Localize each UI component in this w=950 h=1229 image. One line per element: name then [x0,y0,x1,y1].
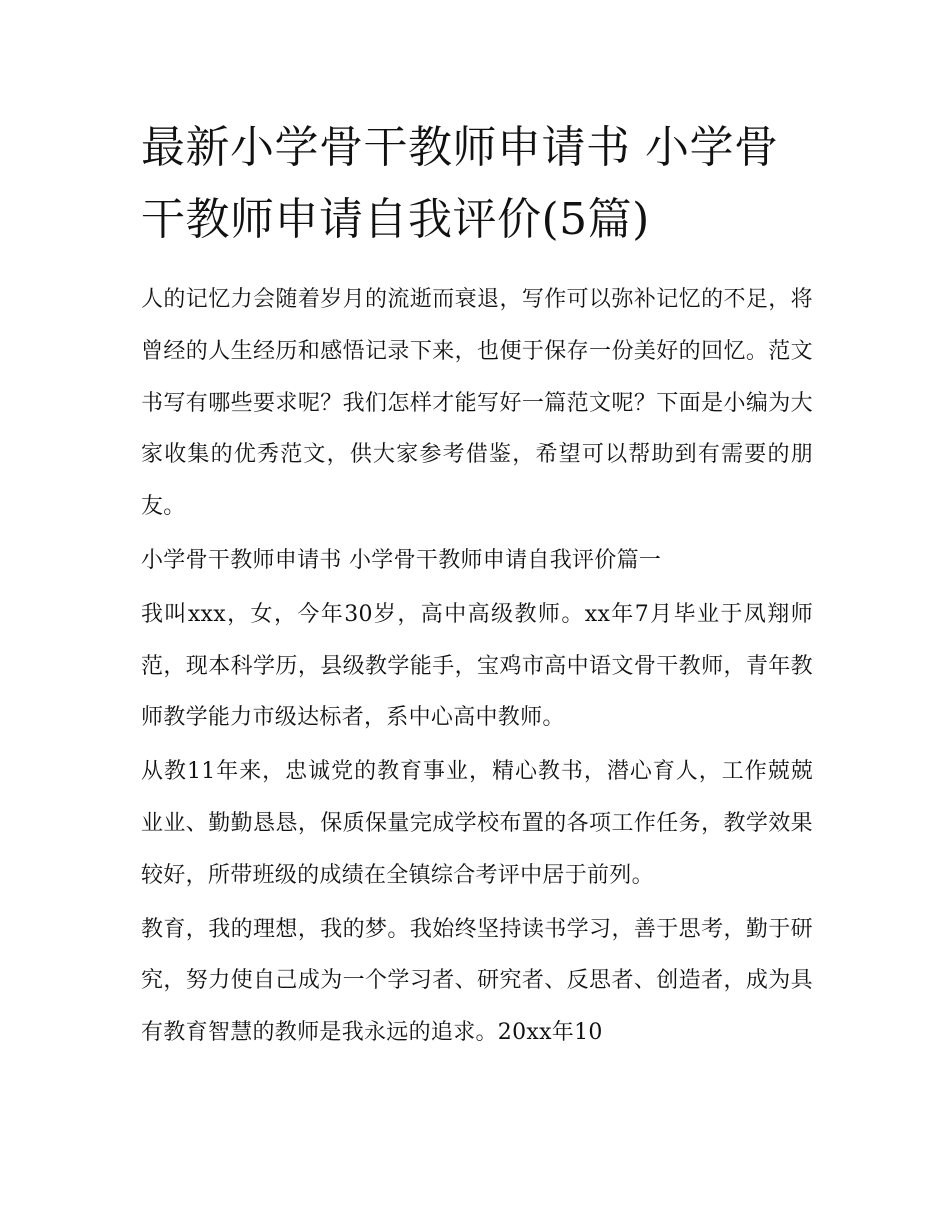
section-heading: 小学骨干教师申请书 小学骨干教师申请自我评价篇一 [141,547,662,573]
document-content [141,112,813,1061]
document-title: 最新小学骨干教师申请书 小学骨干教师申请自我评价(5篇) [141,122,779,245]
paragraph-education-ideal: 教育，我的理想，我的梦。我始终坚持读书学习，善于思考，勤于研究，努力使自己成为一个学习者、研究者、反思者、创造者，成为具有教育智慧的教师是我永远的追求。20xx年10 [141,916,813,1046]
paragraph-self-introduction: 我叫xxx，女，今年30岁，高中高级教师。xx年7月毕业于凤翔师范，现本科学历，县级教学能手，宝鸡市高中语文骨干教师，青年教师教学能力市级达标者，系中心高中教师。 [141,601,813,731]
paragraph-teaching-experience: 从教11年来，忠诚党的教育事业，精心教书，潜心育人，工作兢兢业业、勤勤恳恳，保质保量完成学校布置的各项工作任务，教学效果较好，所带班级的成绩在全镇综合考评中居于前列。 [141,759,813,888]
paragraph-intro: 人的记忆力会随着岁月的流逝而衰退，写作可以弥补记忆的不足，将曾经的人生经历和感悟记录下来，也便于保存一份美好的回忆。范文书写有哪些要求呢？我们怎样才能写好一篇范文呢？下面是小编为大家收集的优秀范文，供大家参考借鉴，希望可以帮助到有需要的朋友。 [141,287,813,520]
